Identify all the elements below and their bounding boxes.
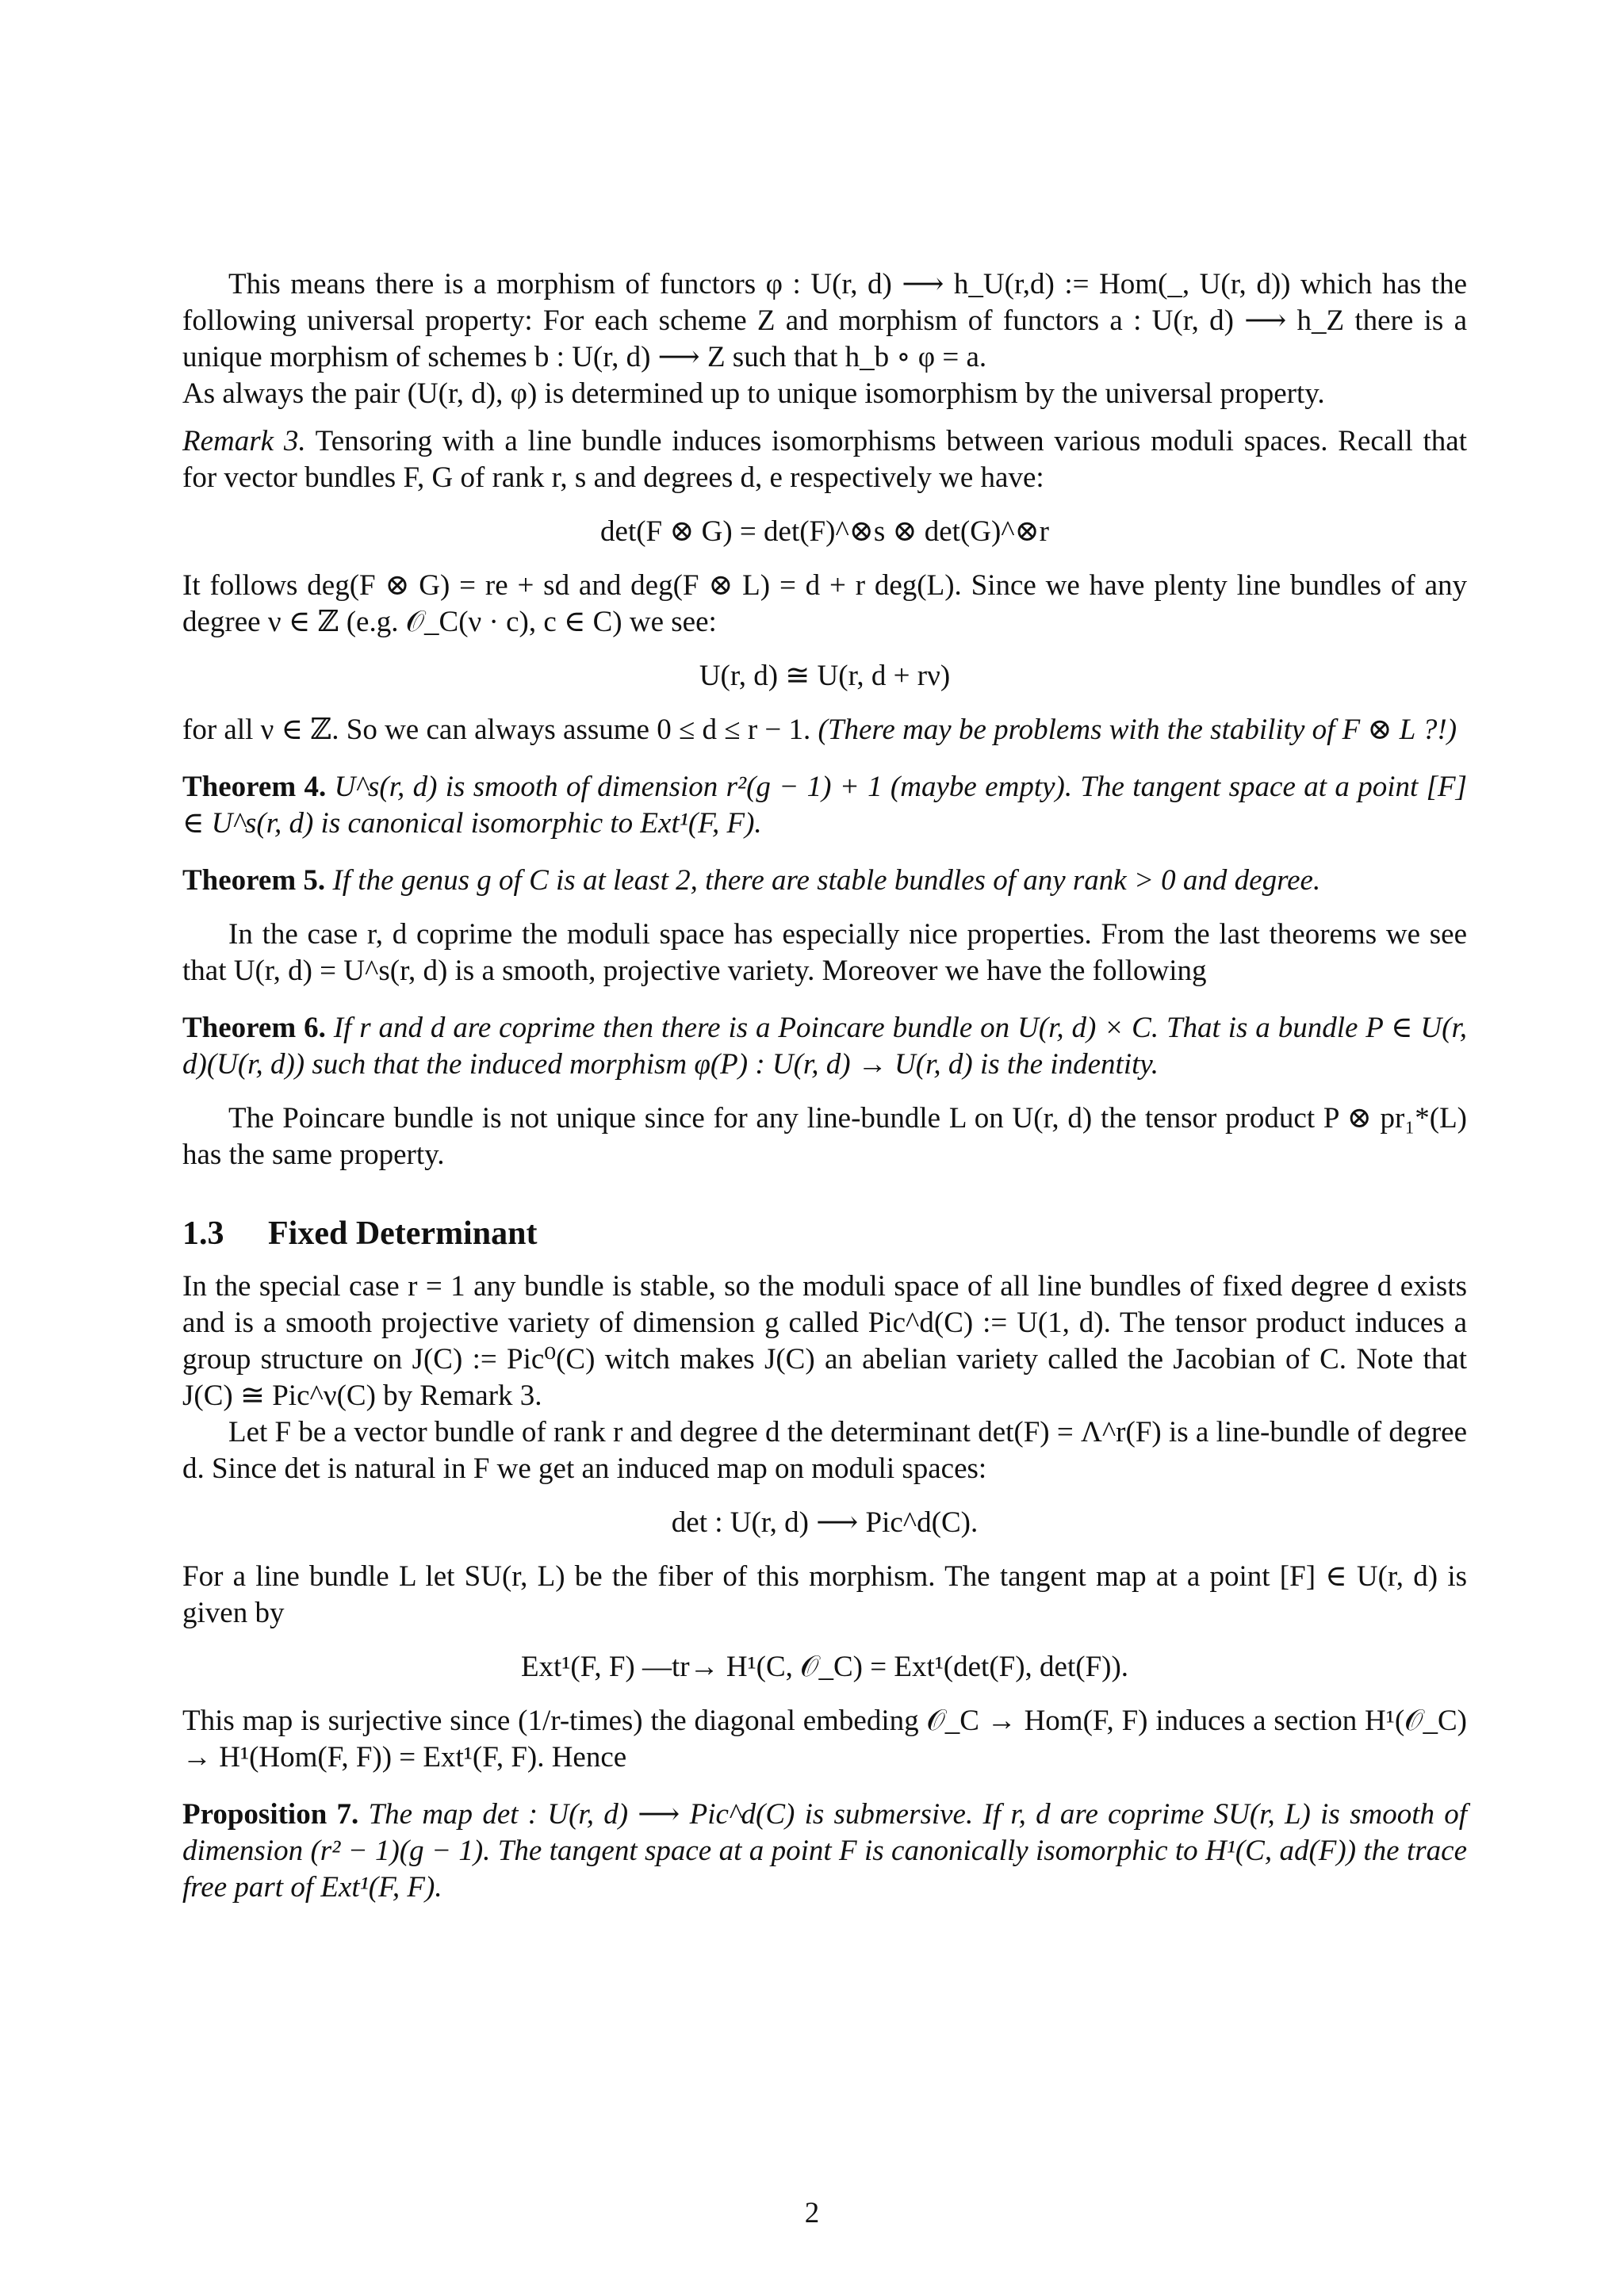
page-number: 2 xyxy=(804,2197,820,2229)
fixed-paragraph-1: In the special case r = 1 any bundle is stable, so the moduli space of all line bundles of fixed degree d exists and is a smooth projective variety of dimension g called Pic^d(C) := U(1, d). The tensor product induces a group structure on J(C) := Pic⁰(C) witch makes J(C) an abelian variety called the Jacobian of C. Note that J(C) ≅ Pic^ν(C) by Remark 3. xyxy=(182,1270,1467,1412)
remark-tail-note: (There may be problems with the stability of F ⊗ L ?!) xyxy=(818,714,1457,746)
theorem-6-body: If r and d are coprime then there is a Poincare bundle on U(r, d) × C. That is a bundle P ∈ U(r, d)(U(r, d)) such that the induced morphism φ(P) : U(r, d) → U(r, d) is the indentity. xyxy=(182,1012,1467,1081)
fixed-paragraph-3: For a line bundle L let SU(r, L) be the fiber of this morphism. The tangent map at a point [F] ∈ U(r, d) is given by xyxy=(182,1560,1467,1629)
section-title: Fixed Determinant xyxy=(268,1215,538,1252)
theorem-4-head: Theorem 4. xyxy=(182,771,327,803)
theorem-4-body: U^s(r, d) is smooth of dimension r²(g − 1) + 1 (maybe empty). The tangent space at a point [F] ∈ U^s(r, d) is canonical isomorphic to Ext¹(F, F). xyxy=(182,771,1467,840)
theorem-4 xyxy=(182,769,1467,842)
theorem-5-head: Theorem 5. xyxy=(182,864,326,897)
theorem-5 xyxy=(182,863,1467,899)
remark-head: Remark 3. xyxy=(182,425,306,457)
fixed-paragraph-4: This map is surjective since (1/r-times) the diagonal embeding 𝒪_C → Hom(F, F) induces a section H¹(𝒪_C) → H¹(Hom(F, F)) = Ext¹(F, F). Hence xyxy=(182,1705,1467,1774)
proposition-7-body: The map det : U(r, d) ⟶ Pic^d(C) is submersive. If r, d are coprime SU(r, L) is smooth of dimension (r² − 1)(g − 1). The tangent space at a point F is canonically isomorphic to H¹(C, ad(F)) the trace free part of Ext¹(F, F). xyxy=(182,1798,1468,1904)
equation-det-tensor: det(F ⊗ G) = det(F)^⊗s ⊗ det(G)^⊗r xyxy=(600,515,1049,548)
equation-det-map: det : U(r, d) ⟶ Pic^d(C). xyxy=(671,1506,979,1539)
paper-page xyxy=(182,266,1467,1906)
intro-paragraph-2: As always the pair (U(r, d), φ) is determined up to unique isomorphism by the universal property. xyxy=(182,377,1325,410)
remark-tail-text: for all ν ∈ ℤ. So we can always assume 0 ≤ d ≤ r − 1. xyxy=(182,714,811,746)
proposition-7-head: Proposition 7. xyxy=(182,1798,359,1831)
theorem-6 xyxy=(182,1010,1467,1083)
remark-tail xyxy=(182,712,1467,748)
equation-trace-map: Ext¹(F, F) —tr→ H¹(C, 𝒪_C) = Ext¹(det(F), det(F)). xyxy=(520,1651,1129,1683)
section-heading xyxy=(182,1213,1467,1254)
poincare-paragraph: The Poincare bundle is not unique since for any line-bundle L on U(r, d) the tensor product P ⊗ pr₁*(L) has the same property. xyxy=(182,1102,1467,1171)
intro-paragraph: This means there is a morphism of functors φ : U(r, d) ⟶ h_U(r,d) := Hom(_, U(r, d)) which has the following universal property: For each scheme Z and morphism of functors a : U(r, d) ⟶ h_Z there is a unique morphism of schemes b : U(r, d) ⟶ Z such that h_b ∘ φ = a. xyxy=(182,268,1467,373)
remark-3 xyxy=(182,423,1467,496)
theorem-6-head: Theorem 6. xyxy=(182,1012,326,1044)
theorem-5-body: If the genus g of C is at least 2, there are stable bundles of any rank > 0 and degree. xyxy=(332,864,1321,897)
remark-continuation: It follows deg(F ⊗ G) = re + sd and deg(F ⊗ L) = d + r deg(L). Since we have plenty line bundles of any degree ν ∈ ℤ (e.g. 𝒪_C(ν · c), c ∈ C) we see: xyxy=(182,569,1467,638)
equation-moduli-iso: U(r, d) ≅ U(r, d + rν) xyxy=(699,660,951,692)
section-number: 1.3 xyxy=(182,1215,224,1252)
remark-body: Tensoring with a line bundle induces isomorphisms between various moduli spaces. Recall that for vector bundles F, G of rank r, s and degrees d, e respectively we have: xyxy=(182,425,1467,494)
coprime-paragraph: In the case r, d coprime the moduli space has especially nice properties. From the last theorems we see that U(r, d) = U^s(r, d) is a smooth, projective variety. Moreover we have the following xyxy=(182,918,1467,987)
proposition-7 xyxy=(182,1797,1467,1906)
fixed-paragraph-2: Let F be a vector bundle of rank r and degree d the determinant det(F) = Λ^r(F) is a line-bundle of degree d. Since det is natural in F we get an induced map on moduli spaces: xyxy=(182,1416,1467,1485)
